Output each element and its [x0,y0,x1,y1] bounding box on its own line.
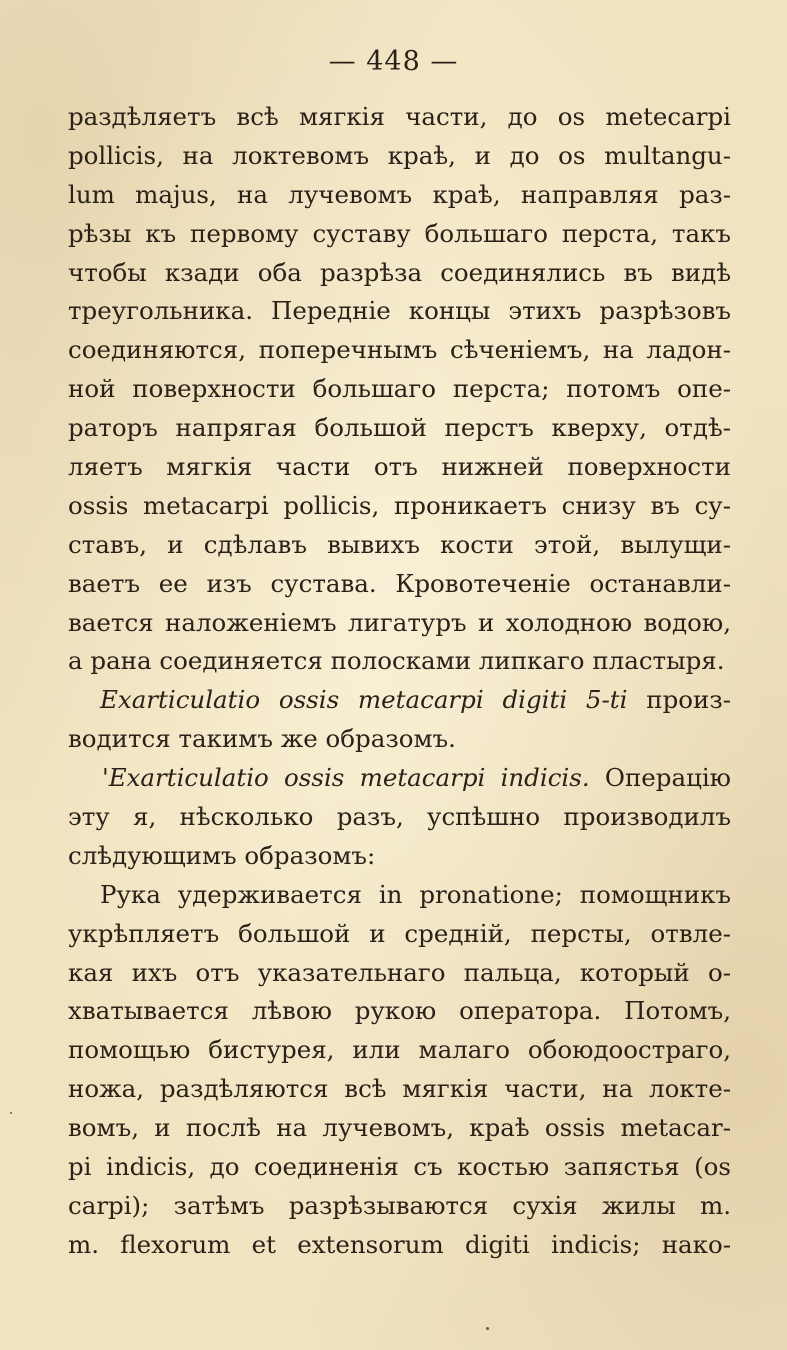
text-line [68,215,731,254]
page-number: — 448 — [328,46,459,77]
line-text: слѣдующимъ образомъ: [68,840,376,870]
line-text: треугольника. Передніе концы этихъ разрѣзовъ [68,296,731,326]
line-text: рѣзы къ первому суставу большаго перста, такъ [68,218,731,248]
text-line [68,604,731,643]
line-text-italic: Exarticulatio ossis metacarpi digiti 5-ti [100,685,628,715]
line-text: чтобы кзади оба разрѣза соединялись въ видѣ [68,257,731,287]
text-line [68,1187,731,1226]
line-text: раздѣляетъ всѣ мягкія части, до os metecarpi [68,102,731,131]
line-text: кая ихъ отъ указательнаго пальца, который о- [68,957,731,987]
text-line [68,1070,731,1109]
line-text: pollicis, на локтевомъ краѣ, и до os multangu- [68,140,731,170]
text-line [68,759,731,798]
text-line [68,292,731,331]
line-text: а рана соединяется полосками липкаго пластыря. [68,646,725,676]
line-text: Рука удерживается in pronatione; помощникъ [100,879,731,909]
text-line [68,448,731,487]
text-line [68,1226,731,1265]
text-line [68,331,731,370]
line-text: произ- [627,685,731,715]
text-line [68,98,731,137]
line-text: lum majus, на лучевомъ краѣ, направляя раз- [68,179,731,209]
line-text: carpi); затѣмъ разрѣзываются сухія жилы m. [68,1190,731,1220]
paper-speck [10,1112,12,1114]
line-text: ossis metacarpi pollicis, проникаетъ снизу въ су- [68,490,731,520]
line-text: ной поверхности большаго перста; потомъ опе- [68,374,731,404]
line-text: ваетъ ее изъ сустава. Кровотеченіе останавли- [68,568,731,598]
line-text-italic: 'Exarticulatio ossis metacarpi indicis. [102,763,590,793]
line-text: хватывается лѣвою рукою оператора. Потомъ, [68,996,731,1026]
text-line [68,137,731,176]
text-line [68,409,731,448]
text-line [68,1031,731,1070]
line-text: Операцію [589,763,731,793]
line-text: ляетъ мягкія части отъ нижней поверхности [68,452,731,482]
line-text: вается наложеніемъ лигатуръ и холодною водою, [68,607,731,637]
line-text: эту я, нѣсколько разъ, успѣшно производилъ [68,802,731,832]
line-text: ставъ, и сдѣлавъ вывихъ кости этой, вылущи- [68,529,731,559]
text-line [68,720,731,759]
text-line [68,992,731,1031]
line-text: раторъ напрягая большой перстъ кверху, отдѣ- [68,413,731,443]
text-line [68,1148,731,1187]
text-line [68,915,731,954]
line-text: помощью бистурея, или малаго обоюдоостраго, [68,1035,731,1065]
text-line [68,954,731,993]
line-text: pi indicis, до соединенія съ костью запястья (os [68,1152,731,1182]
line-text: укрѣпляетъ большой и средній, персты, отвле- [68,918,731,948]
text-line [68,565,731,604]
line-text: m. flexorum et extensorum digiti indicis; нако- [68,1229,731,1259]
line-text: вомъ, и послѣ на лучевомъ, краѣ ossis metacar- [68,1113,731,1143]
paper-speck [486,1327,489,1330]
text-line [68,798,731,837]
text-line [68,254,731,293]
line-text: соединяются, поперечнымъ сѣченіемъ, на ладон- [68,335,731,365]
text-line [68,876,731,915]
text-line [68,370,731,409]
text-line [68,1109,731,1148]
text-line [68,837,731,876]
text-line [68,681,731,720]
line-text: водится такимъ же образомъ. [68,724,456,754]
text-line [68,642,731,681]
text-line [68,487,731,526]
body-text [68,98,731,1265]
line-text: ножа, раздѣляются всѣ мягкія части, на локте- [68,1074,731,1104]
text-line [68,526,731,565]
text-line [68,176,731,215]
